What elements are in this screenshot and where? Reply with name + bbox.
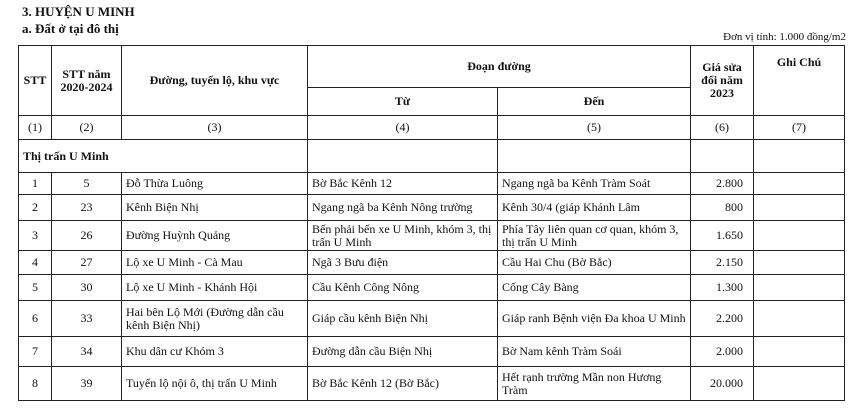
- cell-note: [754, 173, 845, 195]
- cell-stt: 1: [19, 173, 52, 195]
- table-row: [19, 275, 845, 301]
- subsection-title: a. Đất ở tại đô thị: [22, 21, 119, 36]
- table-row: [19, 301, 845, 337]
- cell-stt: 4: [19, 251, 52, 275]
- cell-road: Kênh Biện Nhị: [122, 195, 308, 221]
- cell-price: 20.000: [691, 367, 754, 401]
- cell-price: 2.200: [691, 301, 754, 337]
- unit-note: Đơn vị tính: 1.000 đồng/m2: [723, 31, 846, 43]
- section-title: 3. HUYỆN U MINH: [22, 4, 135, 19]
- cell-to: Kênh 30/4 (giáp Khánh Lâm: [498, 195, 691, 221]
- cell-from: Bến phải bến xe U Minh, khóm 3, thị trấn U Minh: [308, 221, 498, 251]
- cell-road: Khu dân cư Khóm 3: [122, 337, 308, 367]
- cell-from: Giáp cầu kênh Biện Nhị: [308, 301, 498, 337]
- column-number-row: [19, 116, 845, 140]
- cell-price: 2.150: [691, 251, 754, 275]
- cell-note: [754, 275, 845, 301]
- table-row: [19, 367, 845, 401]
- column-number: (7): [754, 116, 845, 140]
- cell-stt: 3: [19, 221, 52, 251]
- group-row: [19, 140, 845, 173]
- cell-from: Bờ Bắc Kênh 12: [308, 173, 498, 195]
- cell-price: 1.650: [691, 221, 754, 251]
- cell-from: Đường dẫn cầu Biện Nhị: [308, 337, 498, 367]
- table-row: [19, 337, 845, 367]
- header-segment: Đoạn đường: [308, 46, 691, 88]
- header-stt: STT: [19, 46, 52, 116]
- cell-stt-old: 5: [52, 173, 122, 195]
- cell-road: Lộ xe U Minh - Cà Mau: [122, 251, 308, 275]
- cell-road: Đỗ Thừa Luông: [122, 173, 308, 195]
- cell-stt-old: 30: [52, 275, 122, 301]
- cell-note: [754, 195, 845, 221]
- table-row: [19, 195, 845, 221]
- column-number: (1): [19, 116, 52, 140]
- table-row: [19, 173, 845, 195]
- column-number: (6): [691, 116, 754, 140]
- cell-price: 800: [691, 195, 754, 221]
- header-note: Ghi Chú: [754, 46, 845, 116]
- column-number: (5): [498, 116, 691, 140]
- cell-stt-old: 26: [52, 221, 122, 251]
- header-road: Đường, tuyến lộ, khu vực: [122, 46, 308, 116]
- cell-stt: 8: [19, 367, 52, 401]
- header-from: Từ: [308, 88, 498, 116]
- cell-stt-old: 23: [52, 195, 122, 221]
- cell-stt: 7: [19, 337, 52, 367]
- cell-note: [754, 301, 845, 337]
- header-price: Giá sửa đổi năm 2023: [691, 46, 754, 116]
- cell-to: Bờ Nam kênh Tràm Soái: [498, 337, 691, 367]
- cell-stt: 6: [19, 301, 52, 337]
- cell-price: 1.300: [691, 275, 754, 301]
- cell-road: Lộ xe U Minh - Khánh Hội: [122, 275, 308, 301]
- table-row: [19, 221, 845, 251]
- cell-road: Tuyến lộ nội ô, thị trấn U Minh: [122, 367, 308, 401]
- header-stt-period: STT năm 2020-2024: [52, 46, 122, 116]
- cell-stt-old: 27: [52, 251, 122, 275]
- cell-from: Ngã 3 Bưu điện: [308, 251, 498, 275]
- cell-note: [754, 251, 845, 275]
- table-row: [19, 251, 845, 275]
- cell-from: Bờ Bắc Kênh 12 (Bờ Bắc): [308, 367, 498, 401]
- cell-road: Đường Huỳnh Quảng: [122, 221, 308, 251]
- cell-from: Cầu Kênh Công Nông: [308, 275, 498, 301]
- cell-stt: 2: [19, 195, 52, 221]
- column-number: (3): [122, 116, 308, 140]
- cell-to: Cống Cây Bàng: [498, 275, 691, 301]
- column-number: (4): [308, 116, 498, 140]
- cell-stt-old: 39: [52, 367, 122, 401]
- cell-to: Phía Tây liên quan cơ quan, khóm 3, thị trấn U Minh: [498, 221, 691, 251]
- cell-price: 2.800: [691, 173, 754, 195]
- cell-from: Ngang ngã ba Kênh Nông trường: [308, 195, 498, 221]
- cell-to: Ngang ngã ba Kênh Tràm Soát: [498, 173, 691, 195]
- land-price-table: [18, 45, 845, 401]
- cell-note: [754, 367, 845, 401]
- cell-stt-old: 34: [52, 337, 122, 367]
- cell-road: Hai bên Lộ Mới (Đường dẫn cầu kênh Biện Nhị): [122, 301, 308, 337]
- group-label: Thị trấn U Minh: [19, 140, 308, 173]
- header-to: Đến: [498, 88, 691, 116]
- cell-to: Giáp ranh Bệnh viện Đa khoa U Minh: [498, 301, 691, 337]
- cell-stt-old: 33: [52, 301, 122, 337]
- cell-stt: 5: [19, 275, 52, 301]
- cell-note: [754, 337, 845, 367]
- cell-to: Hết rạnh trường Mần non Hương Tràm: [498, 367, 691, 401]
- cell-note: [754, 221, 845, 251]
- column-number: (2): [52, 116, 122, 140]
- cell-to: Cầu Hai Chu (Bờ Bắc): [498, 251, 691, 275]
- cell-price: 2.000: [691, 337, 754, 367]
